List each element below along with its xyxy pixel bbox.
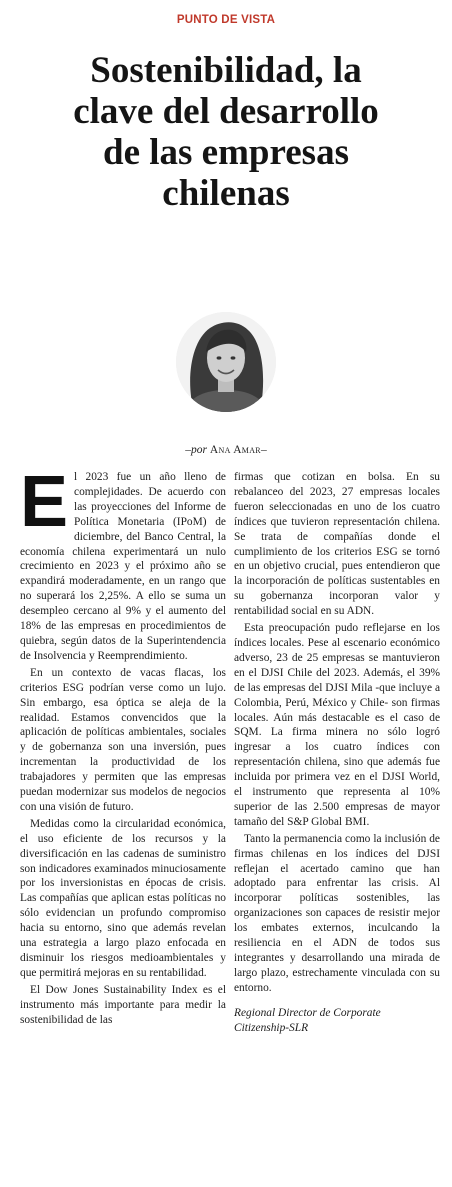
byline-suffix: –	[260, 444, 267, 456]
section-label: PUNTO DE VISTA	[176, 14, 276, 26]
signature-line: Citizenship-SLR	[234, 1021, 309, 1034]
author-signature	[234, 1006, 440, 1036]
headline-line: Sostenibilidad, la	[90, 50, 362, 91]
signature-line: Regional Director de Corporate	[234, 1006, 381, 1019]
article-paragraph: En un contexto de vacas flacas, los criterios ESG podrían verse como un lujo. Sin embargo, esa óptica se aleja de la realidad. Estamos convencidos que la aplicación de políticas ambientales, sociales y de gobernanza son una inversión, pues incrementan la productividad de los trabajadores y permiten que las empresas puedan modernizar sus modelos de negocios con una visión de futuro.	[20, 666, 226, 813]
author-portrait	[176, 312, 276, 412]
article-headline	[20, 50, 432, 214]
author-name: Ana Amar	[209, 444, 261, 456]
article-paragraph: firmas que cotizan en bolsa. En su rebalanceo del 2023, 27 empresas locales fueron seleccionadas en uno de los cuatro índices que tuvieron representación chilena. Se trata de compañías donde el cumplimiento de los criterios ESG se tornó en un objetivo crucial, pues entendieron que la incorporación de políticas sustentables en su gobernanza incorporan valor y rentabilidad social en su ADN.	[234, 471, 440, 618]
byline	[0, 444, 452, 456]
article-paragraph: Medidas como la circularidad económica, el uso eficiente de los recursos y la diversificación en las cadenas de suministro son indicadores examinados minuciosamente por los inversionistas en épocas de crisis. Las compañías que aplican estas políticas no sólo evidencian un profundo compromiso hacia su entorno, sino que además revelan una estrategia a largo plazo enfocada en disminuir los riesgos medioambientales y que permitirá mejoras en su rentabilidad.	[20, 817, 226, 979]
article-paragraph: El 2023 fue un año lleno de complejidades. De acuerdo con las proyecciones del Informe de Política Monetaria (IPoM) de diciembre, del Banco Central, la economía chilena experimentará un nulo crecimiento en 2023 y el próximo año se expandirá moderadamente, en un rango que no superará los 2,25%. A ello se suma un desempleo cercano al 9% y el aumento del 18% de las empresas en procedimientos de quiebra, según datos de la Superintendencia de Insolvencia y Reemprendimiento.	[20, 462, 226, 662]
headline-line: clave del desarrollo	[73, 91, 379, 132]
article-paragraph: Esta preocupación pudo reflejarse en los índices locales. Pese al escenario económico adverso, 23 de 25 empresas se mantuvieron en el DJSI Chile del 2023. Además, el 39% de las empresas del DJSI Mila -que incluye a Colombia, Perú, México y Chile- son firmas locales. Aún más destacable es el caso de SQM. La firma minera no sólo logró ingresar a los cuatro índices con representación chilena, sino que además fue incluida por primera vez en el DJSI World, el instrumento que representa al 10% superior de las 2.500 empresas de mayor tamaño del S&P Global BMI.	[234, 622, 440, 828]
article-column-right	[234, 470, 440, 1038]
headline-line: de las empresas	[103, 132, 349, 173]
byline-prefix: –por	[185, 444, 208, 456]
headline-line: chilenas	[162, 173, 290, 214]
author-portrait-image	[176, 312, 276, 412]
article-paragraph: Tanto la permanencia como la inclusión de firmas chilenas en los índices del DJSI reflejan el acertado camino que han adoptado para enfrentar las crisis. Al incorporar políticas sostenibles, las organizaciones son capaces de resistir mejor los embates externos, inculcando la resiliencia en el ADN de todos sus integrantes y desarrollando una mirada de largo plazo, estrechamente vinculada con su entorno.	[234, 832, 440, 994]
article-paragraph: El Dow Jones Sustainability Index es el instrumento más importante para medir la sostenibilidad de las	[20, 983, 226, 1026]
drop-cap: E	[20, 462, 69, 542]
article-column-left	[20, 462, 226, 1030]
